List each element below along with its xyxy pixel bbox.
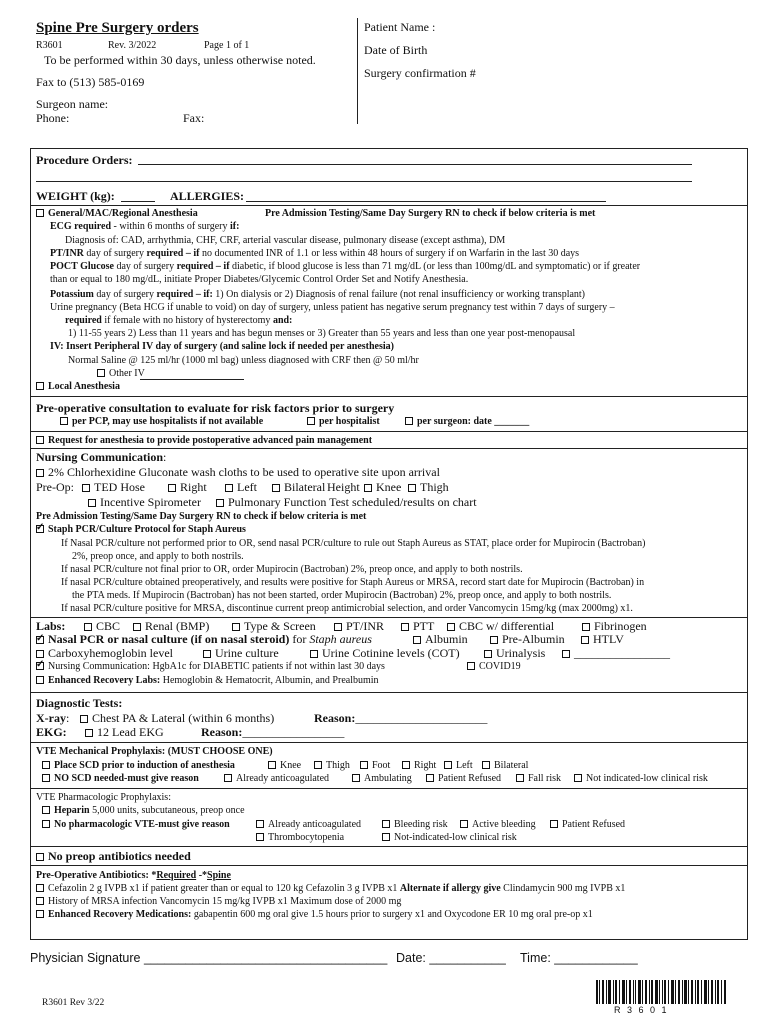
lab-type-screen-option[interactable]: Type & Screen — [232, 620, 316, 632]
right-option[interactable]: Right — [168, 481, 207, 493]
scd-left-option[interactable]: Left — [444, 760, 473, 772]
scd-thigh-option[interactable]: Thigh — [314, 760, 350, 772]
physician-signature-field[interactable]: Physician Signature ___________________________________ — [30, 951, 388, 965]
urine-pregnancy-required: required if female with no history of hysterectomy and: — [65, 315, 293, 326]
no-preop-antibiotics-option[interactable]: No preop antibiotics needed — [36, 850, 191, 862]
lab-carboxy-option[interactable]: Carboxyhemoglobin level — [36, 647, 173, 659]
form-title: Spine Pre Surgery orders — [36, 20, 199, 36]
enhanced-recovery-meds-option[interactable]: Enhanced Recovery Medications: gabapentin 600 mg oral give 1.5 hours prior to surgery x1 and Oxycodone ER 10 mg oral pre-op x1 — [36, 909, 593, 921]
scd-not-indicated-option[interactable]: Not indicated-low clinical risk — [574, 773, 708, 785]
checkbox[interactable] — [36, 382, 44, 390]
vancomycin-option[interactable]: History of MRSA infection Vancomycin 15 mg/kg IVPB x1 Maximum dose of 2000 mg — [36, 896, 401, 908]
no-pharm-vte-option[interactable]: No pharmacologic VTE-must give reason — [42, 819, 230, 831]
page-number: Page 1 of 1 — [204, 40, 250, 51]
checkbox[interactable] — [268, 761, 276, 769]
ekg-label: EKG: — [36, 725, 67, 739]
pharm-bleeding-risk-option[interactable]: Bleeding risk — [382, 819, 448, 831]
checkbox[interactable] — [405, 417, 413, 425]
height-label: Height — [327, 480, 360, 494]
ekg-reason[interactable]: Reason:_________________ — [201, 725, 345, 739]
procedure-orders-label: Procedure Orders: — [36, 153, 133, 167]
checkbox-checked[interactable] — [36, 662, 44, 670]
pain-management-request[interactable]: Request for anesthesia to provide postoperative advanced pain management — [36, 435, 372, 447]
checkbox-checked[interactable] — [36, 525, 44, 533]
procedure-orders-field-line2[interactable] — [36, 181, 692, 182]
checkbox[interactable] — [256, 833, 264, 841]
urine-pregnancy: Urine pregnancy (Beta HCG if unable to void) on day of surgery, unless patient has negative serum pregnancy test within 7 days of surgery – — [50, 302, 615, 313]
other-iv-option[interactable]: Other IV — [97, 368, 145, 380]
timing-note: To be performed within 30 days, unless otherwise noted. — [44, 53, 316, 67]
phone-label: Phone: — [36, 111, 70, 125]
lab-hgba1c-option[interactable]: ✓Nursing Communication: HgbA1c for DIABETIC patients if not within last 30 days — [36, 661, 385, 673]
weight-label: WEIGHT (kg): — [36, 189, 115, 203]
enhanced-recovery-labs-option[interactable]: Enhanced Recovery Labs: Hemoglobin & Hematocrit, Albumin, and Prealbumin — [36, 675, 379, 687]
ecg-requirement: ECG required - within 6 months of surgery if: — [50, 221, 240, 232]
ted-hose-option[interactable]: TED Hose — [82, 481, 145, 493]
fax-label: Fax: — [183, 111, 205, 125]
ecg-diagnosis: Diagnosis of: CAD, arrhythmia, CHF, CRF, arterial vascular disease, pulmonary disease (except asthma), DM — [65, 235, 506, 246]
lab-ptinr-option[interactable]: PT/INR — [334, 620, 384, 632]
pat-criteria-heading-2: Pre Admission Testing/Same Day Surgery RN to check if below criteria is met — [36, 511, 367, 522]
checkbox[interactable] — [232, 623, 240, 631]
section-divider — [30, 205, 748, 206]
signature-time-field[interactable]: Time: ____________ — [520, 951, 638, 965]
staph-instruction: the PTA meds. If Mupirocin (Bactroban) has not been started, order Mupirocin (Bactroban) 2%, preop once, and apply to both nostrils. — [72, 590, 612, 601]
checkbox[interactable] — [352, 774, 360, 782]
lab-renal-option[interactable]: Renal (BMP) — [133, 620, 209, 632]
lab-urine-culture-option[interactable]: Urine culture — [203, 647, 279, 659]
checkbox[interactable] — [80, 715, 88, 723]
iv-heading: IV: Insert Peripheral IV day of surgery (and saline lock if needed per anesthesia) — [50, 341, 394, 352]
checkbox[interactable] — [82, 484, 90, 492]
allergies-label: ALLERGIES: — [170, 189, 245, 203]
scd-ambulating-option[interactable]: Ambulating — [352, 773, 412, 785]
lab-ptt-option[interactable]: PTT — [401, 620, 434, 632]
scd-foot-option[interactable]: Foot — [360, 760, 390, 772]
lab-urine-cotinine-option[interactable]: Urine Cotinine levels (COT) — [310, 647, 460, 659]
checkbox[interactable] — [550, 820, 558, 828]
staph-instruction: If nasal PCR/culture not final prior to OR, order Mupirocin (Bactroban) 2%, preop once, and apply to both nostrils. — [61, 564, 523, 575]
knee-option[interactable]: Knee — [364, 481, 401, 493]
checkbox[interactable] — [310, 650, 318, 658]
checkbox[interactable] — [216, 499, 224, 507]
section-divider — [30, 396, 748, 397]
checkbox[interactable] — [36, 650, 44, 658]
section-divider — [30, 431, 748, 432]
preop-antibiotics-heading: Pre-Operative Antibiotics: *Required -*Spine — [36, 870, 231, 881]
footer-form-code: R3601 Rev 3/22 — [42, 998, 105, 1008]
staph-protocol-option[interactable]: ✓Staph PCR/Culture Protocol for Staph Aureus — [36, 524, 246, 536]
checkbox[interactable] — [382, 820, 390, 828]
checkbox[interactable] — [42, 761, 50, 769]
surgeon-name-label: Surgeon name: — [36, 97, 109, 111]
form-revision: Rev. 3/2022 — [108, 40, 157, 51]
checkbox[interactable] — [36, 436, 44, 444]
lab-covid-option[interactable]: COVID19 — [467, 661, 521, 673]
vte-pharmacologic-heading: VTE Pharmacologic Prophylaxis: — [36, 792, 171, 803]
checkbox[interactable] — [484, 650, 492, 658]
general-anesthesia-option[interactable]: General/MAC/Regional Anesthesia — [36, 208, 198, 220]
checkbox[interactable] — [314, 761, 322, 769]
checkbox[interactable] — [447, 623, 455, 631]
section-divider — [30, 865, 748, 866]
vte-mechanical-heading: VTE Mechanical Prophylaxis: (MUST CHOOSE ONE) — [36, 746, 273, 757]
checkbox[interactable] — [203, 650, 211, 658]
checkbox[interactable] — [581, 636, 589, 644]
checkbox-checked[interactable] — [36, 636, 44, 644]
checkbox[interactable] — [307, 417, 315, 425]
poct-glucose-requirement: POCT Glucose day of surgery required – if diabetic, if blood glucose is less than 71 mg/dL (or less than 100mg/dL and symptomatic) or if greater — [50, 261, 641, 272]
urine-pregnancy-criteria: 1) 11-55 years 2) Less than 11 years and has begun menses or 3) Greater than 55 years and less than one year post-menopausal — [68, 328, 576, 339]
lab-fibrinogen-option[interactable]: Fibrinogen — [582, 620, 647, 632]
checkbox[interactable] — [168, 484, 176, 492]
per-pcp-option[interactable]: per PCP, may use hospitalists if not available — [60, 416, 263, 428]
checkbox[interactable] — [225, 484, 233, 492]
checkbox[interactable] — [444, 761, 452, 769]
checkbox[interactable] — [36, 853, 44, 861]
checkbox[interactable] — [60, 417, 68, 425]
checkbox[interactable] — [334, 623, 342, 631]
procedure-orders-field[interactable] — [138, 164, 692, 165]
checkbox[interactable] — [42, 806, 50, 814]
place-scd-option[interactable]: Place SCD prior to induction of anesthesia — [42, 760, 235, 772]
checkbox[interactable] — [402, 761, 410, 769]
section-divider — [30, 846, 748, 847]
checkbox[interactable] — [408, 484, 416, 492]
scd-right-option[interactable]: Right — [402, 760, 436, 772]
section-divider — [30, 448, 748, 449]
normal-saline-order: Normal Saline @ 125 ml/hr (1000 ml bag) unless diagnosed with CRF then @ 50 ml/hr — [68, 355, 419, 366]
lab-nasal-pcr-option[interactable]: ✓Nasal PCR or nasal culture (if on nasal steroid) for Staph aureus — [36, 633, 372, 645]
pharm-patient-refused-option[interactable]: Patient Refused — [550, 819, 625, 831]
potassium-requirement: Potassium day of surgery required – if: 1) On dialysis or 2) Diagnosis of renal failure (not renal insufficiency or working transplant) — [50, 289, 586, 300]
per-hospitalist-option[interactable]: per hospitalist — [307, 416, 380, 428]
form-code: R3601 — [36, 40, 63, 51]
barcode-text: R 3 6 0 1 — [614, 1005, 669, 1015]
scd-patient-refused-option[interactable]: Patient Refused — [426, 773, 501, 785]
lab-prealbumin-option[interactable]: Pre-Albumin — [490, 633, 565, 645]
checkbox[interactable] — [133, 623, 141, 631]
checkbox[interactable] — [85, 729, 93, 737]
xray-chest-option[interactable]: Chest PA & Lateral (within 6 months) — [80, 712, 274, 724]
section-divider — [30, 788, 748, 789]
cefazolin-option[interactable]: Cefazolin 2 g IVPB x1 if patient greater than or equal to 120 kg Cefazolin 3 g IVPB x1 Alternate if allergy give Clindamycin 900 mg IVPB x1 — [36, 883, 625, 895]
checkbox[interactable] — [562, 650, 570, 658]
lab-albumin-option[interactable]: Albumin — [413, 633, 468, 645]
bilateral-option[interactable]: Bilateral — [272, 481, 325, 493]
checkbox[interactable] — [272, 484, 280, 492]
checkbox[interactable] — [364, 484, 372, 492]
preop-label: Pre-Op: — [36, 480, 74, 494]
pharm-thrombocytopenia-option[interactable]: Thrombocytopenia — [256, 832, 344, 844]
checkbox[interactable] — [490, 636, 498, 644]
checkbox[interactable] — [36, 469, 44, 477]
checkbox[interactable] — [413, 636, 421, 644]
consultation-heading: Pre-operative consultation to evaluate for risk factors prior to surgery — [36, 401, 395, 415]
pharm-active-bleeding-option[interactable]: Active bleeding — [460, 819, 536, 831]
no-scd-option[interactable]: NO SCD needed-must give reason — [42, 773, 199, 785]
checkbox[interactable] — [460, 820, 468, 828]
left-option[interactable]: Left — [225, 481, 257, 493]
scd-fall-risk-option[interactable]: Fall risk — [516, 773, 561, 785]
checkbox[interactable] — [36, 897, 44, 905]
scd-bilateral-option[interactable]: Bilateral — [482, 760, 528, 772]
checkbox[interactable] — [36, 676, 44, 684]
nursing-communication-heading: Nursing Communication: — [36, 450, 167, 464]
chlorhexidine-option[interactable]: 2% Chlorhexidine Gluconate wash cloths to be used to operative site upon arrival — [36, 466, 440, 478]
checkbox[interactable] — [36, 884, 44, 892]
checkbox[interactable] — [467, 662, 475, 670]
thigh-option[interactable]: Thigh — [408, 481, 449, 493]
dob-label: Date of Birth — [364, 43, 428, 57]
checkbox[interactable] — [360, 761, 368, 769]
patient-name-label: Patient Name : — [364, 20, 436, 34]
labs-label: Labs: — [36, 619, 66, 633]
scd-already-anticoagulated-option[interactable]: Already anticoagulated — [224, 773, 329, 785]
checkbox[interactable] — [97, 369, 105, 377]
surgery-confirmation-label: Surgery confirmation # — [364, 66, 476, 80]
header-divider — [357, 18, 358, 124]
lab-urinalysis-option[interactable]: Urinalysis — [484, 647, 545, 659]
checkbox[interactable] — [574, 774, 582, 782]
fax-number: Fax to (513) 585-0169 — [36, 75, 145, 89]
heparin-option[interactable]: Heparin 5,000 units, subcutaneous, preop once — [42, 805, 245, 817]
checkbox[interactable] — [582, 623, 590, 631]
checkbox[interactable] — [401, 623, 409, 631]
ptinr-requirement: PT/INR day of surgery required – if no documented INR of 1.1 or less within 48 hours of surgery if on Warfarin in the last 30 days — [50, 248, 580, 259]
ekg-option[interactable]: 12 Lead EKG — [85, 726, 164, 738]
checkbox[interactable] — [36, 910, 44, 918]
checkbox[interactable] — [256, 820, 264, 828]
staph-instruction: 2%, preop once, and apply to both nostrils. — [72, 551, 244, 562]
lab-cbc-diff-option[interactable]: CBC w/ differential — [447, 620, 554, 632]
checkbox[interactable] — [224, 774, 232, 782]
checkbox[interactable] — [84, 623, 92, 631]
pft-option[interactable]: Pulmonary Function Test scheduled/results on chart — [216, 496, 477, 508]
allergies-field[interactable] — [246, 201, 606, 202]
checkbox[interactable] — [88, 499, 96, 507]
section-divider — [30, 692, 748, 693]
section-divider — [30, 617, 748, 618]
diagnostic-heading: Diagnostic Tests: — [36, 696, 123, 710]
per-surgeon-option[interactable]: per surgeon: date _______ — [405, 416, 529, 428]
lab-htlv-option[interactable]: HTLV — [581, 633, 624, 645]
checkbox[interactable] — [42, 820, 50, 828]
checkbox[interactable] — [382, 833, 390, 841]
checkbox[interactable] — [36, 209, 44, 217]
staph-instruction: If nasal PCR/culture obtained preoperatively, and results were positive for Staph Aureus or MRSA, record start date for Mupirocin (Bactroban) in — [61, 577, 645, 588]
xray-row: X-ray: — [36, 711, 70, 725]
checkbox[interactable] — [482, 761, 490, 769]
pat-criteria-heading: Pre Admission Testing/Same Day Surgery RN to check if below criteria is met — [265, 208, 596, 219]
pharm-already-anticoagulated-option[interactable]: Already anticoagulated — [256, 819, 361, 831]
section-divider — [30, 742, 748, 743]
lab-cbc-option[interactable]: CBC — [84, 620, 120, 632]
xray-reason[interactable]: Reason:______________________ — [314, 711, 488, 725]
incentive-spirometer-option[interactable]: Incentive Spirometer — [88, 496, 201, 508]
local-anesthesia-option[interactable]: Local Anesthesia — [36, 381, 120, 393]
staph-instruction: If Nasal PCR/culture not performed prior to OR, send nasal PCR/culture to rule out Staph Aureus as STAT, place order for Mupirocin (Bactroban) — [61, 538, 646, 549]
staph-instruction: If nasal PCR/culture positive for MRSA, discontinue current preop antimicrobial selection, and order Vancomycin 15mg/kg (max 2000mg) x1. — [61, 603, 633, 614]
checkbox[interactable] — [426, 774, 434, 782]
other-iv-field[interactable] — [140, 379, 244, 380]
scd-knee-option[interactable]: Knee — [268, 760, 301, 772]
lab-other-option[interactable]: ________________ — [562, 647, 670, 659]
checkbox[interactable] — [516, 774, 524, 782]
signature-date-field[interactable]: Date: ___________ — [396, 951, 506, 965]
checkbox[interactable] — [42, 774, 50, 782]
poct-glucose-requirement-cont: than or equal to 180 mg/dL, initiate Proper Diabetes/Glycemic Control Order Set and Notify Anesthesia. — [50, 274, 469, 285]
pharm-not-indicated-option[interactable]: Not-indicated-low clinical risk — [382, 832, 517, 844]
weight-field[interactable] — [121, 201, 155, 202]
